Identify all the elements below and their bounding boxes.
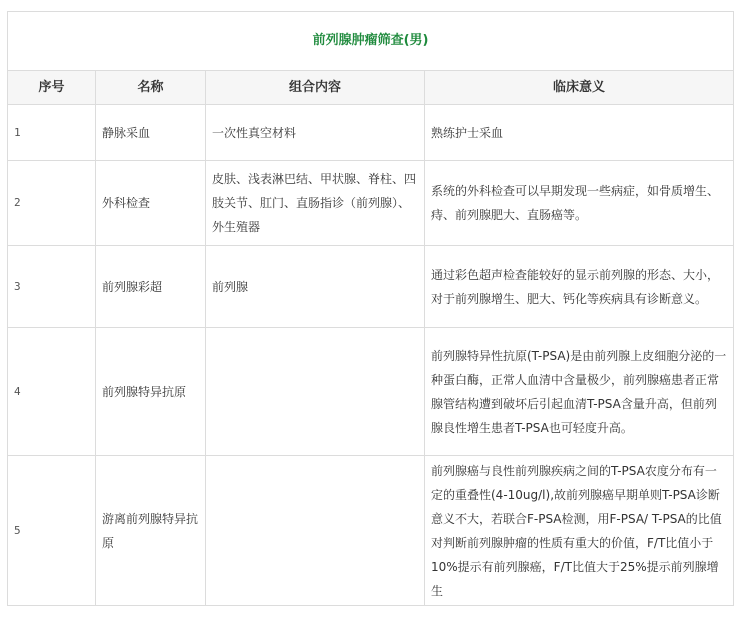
row-content bbox=[206, 328, 425, 456]
prostate-screening-table bbox=[7, 11, 734, 606]
header-meaning: 临床意义 bbox=[425, 71, 734, 105]
row-meaning: 系统的外科检查可以早期发现一些病症，如骨质增生、痔、前列腺肥大、直肠癌等。 bbox=[425, 161, 734, 246]
screening-table-container bbox=[7, 11, 733, 606]
row-name: 前列腺特异抗原 bbox=[96, 328, 206, 456]
row-meaning: 通过彩色超声检查能较好的显示前列腺的形态、大小，对于前列腺增生、肥大、钙化等疾病具有诊断意义。 bbox=[425, 246, 734, 328]
row-content: 前列腺 bbox=[206, 246, 425, 328]
table-row bbox=[8, 161, 734, 246]
header-content: 组合内容 bbox=[206, 71, 425, 105]
row-number: 5 bbox=[8, 456, 96, 606]
table-row bbox=[8, 456, 734, 606]
row-content bbox=[206, 456, 425, 606]
row-meaning: 熟练护士采血 bbox=[425, 105, 734, 161]
row-meaning: 前列腺特异性抗原(T-PSA)是由前列腺上皮细胞分泌的一种蛋白酶，正常人血清中含量极少，前列腺癌患者正常腺管结构遭到破坏后引起血清T-PSA含量升高，但前列腺良性增生患者T-PSA也可轻度升高。 bbox=[425, 328, 734, 456]
row-name: 静脉采血 bbox=[96, 105, 206, 161]
row-name: 外科检查 bbox=[96, 161, 206, 246]
table-row bbox=[8, 105, 734, 161]
header-number: 序号 bbox=[8, 71, 96, 105]
row-name: 游离前列腺特异抗原 bbox=[96, 456, 206, 606]
row-number: 1 bbox=[8, 105, 96, 161]
table-row bbox=[8, 246, 734, 328]
row-content: 皮肤、浅表淋巴结、甲状腺、脊柱、四肢关节、肛门、直肠指诊（前列腺）、外生殖器 bbox=[206, 161, 425, 246]
row-number: 3 bbox=[8, 246, 96, 328]
table-title-row bbox=[8, 12, 734, 71]
row-content: 一次性真空材料 bbox=[206, 105, 425, 161]
row-meaning: 前列腺癌与良性前列腺疾病之间的T-PSA农度分布有一定的重叠性(4-10ug/l),故前列腺癌早期单则T-PSA诊断意义不大，若联合F-PSA检测，用F-PSA/ T-PSA的比值对判断前列腺肿瘤的性质有重大的价值，F/T比值小于10%提示有前列腺癌，F/T比值大于25%提示前列腺增生 bbox=[425, 456, 734, 606]
table-row bbox=[8, 328, 734, 456]
header-name: 名称 bbox=[96, 71, 206, 105]
row-name: 前列腺彩超 bbox=[96, 246, 206, 328]
table-header-row bbox=[8, 71, 734, 105]
row-number: 4 bbox=[8, 328, 96, 456]
table-title: 前列腺肿瘤筛查(男) bbox=[8, 12, 734, 71]
row-number: 2 bbox=[8, 161, 96, 246]
